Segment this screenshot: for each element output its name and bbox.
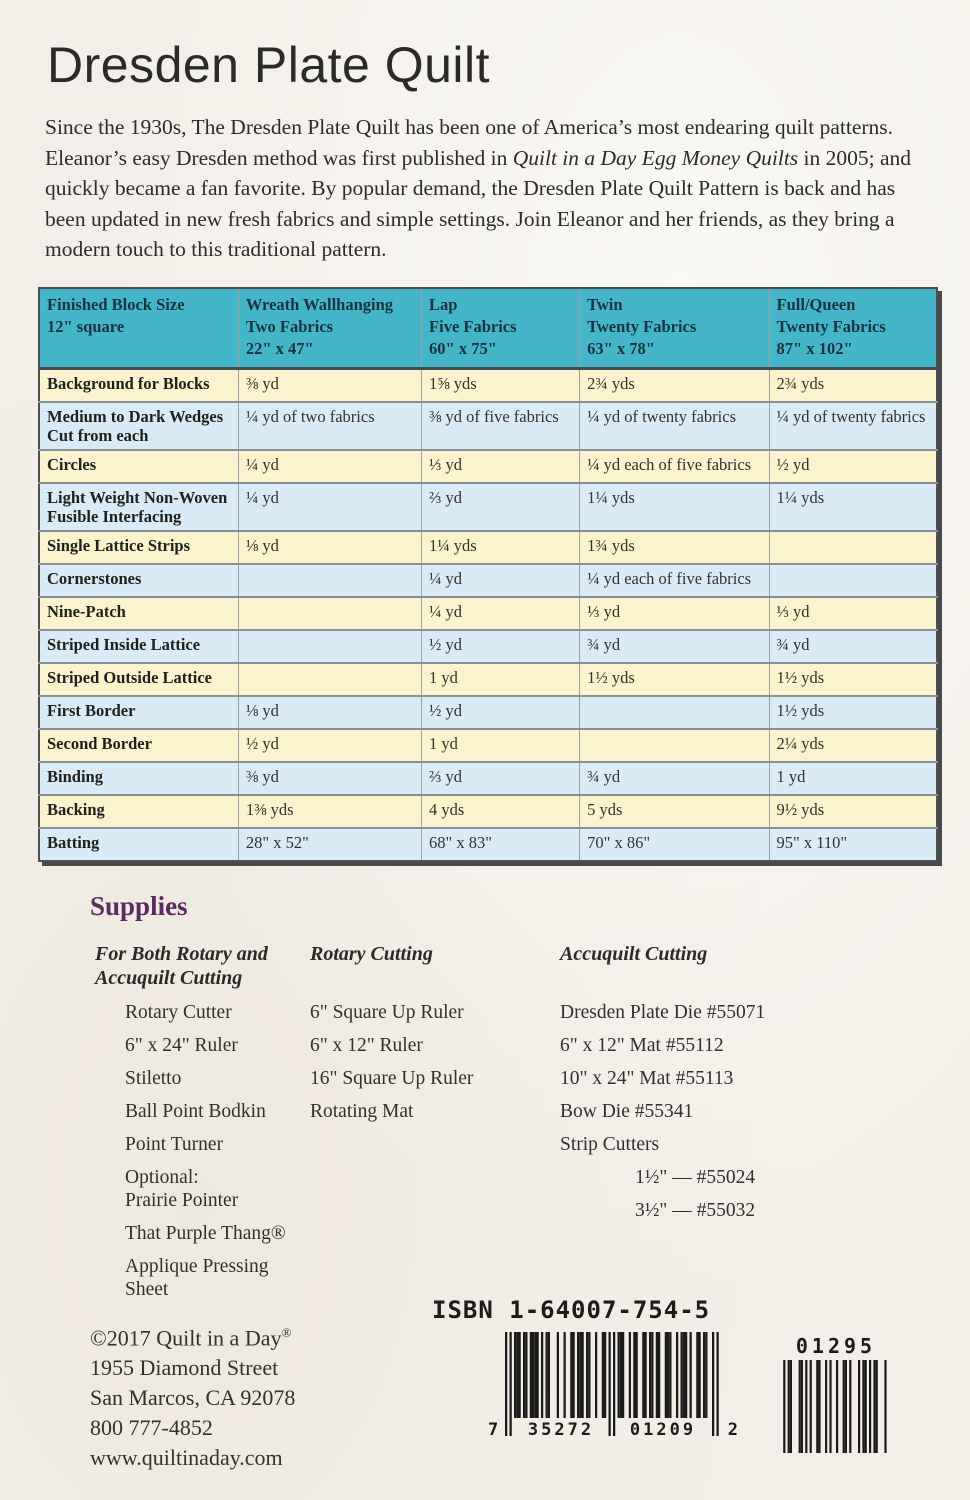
- yardage-table-row: [39, 531, 937, 564]
- yardage-cell-value: ¾ yd: [580, 762, 769, 795]
- yardage-cell-value: 1⅝ yds: [422, 369, 580, 403]
- supplies-item: [125, 1166, 310, 1212]
- publisher-address-block: [90, 1318, 295, 1473]
- yardage-row-label-line: Cut from each: [47, 425, 149, 445]
- yardage-header-line: Twin: [587, 295, 623, 314]
- yardage-row-label: [39, 402, 238, 450]
- address-line: ©2017 Quilt in a Day®: [90, 1325, 292, 1351]
- yardage-header-line: Five Fabrics: [429, 316, 517, 336]
- yardage-cell-value: 1½ yds: [580, 663, 769, 696]
- yardage-row-label: [39, 630, 238, 663]
- intro-text-1: Since the 1930s, The Dresden Plate Quilt has been one of America’s most endearing quilt patterns. Eleanor’s easy Dresden method was first published in: [45, 115, 894, 170]
- yardage-cell-value: ½ yd: [238, 729, 421, 762]
- yardage-cell-value: ⅜ yd: [238, 762, 421, 795]
- yardage-row-label-line: Medium to Dark Wedges: [47, 407, 224, 427]
- yardage-row-label-line: Circles: [47, 455, 97, 475]
- yardage-row-label: [39, 597, 238, 630]
- registered-mark: ®: [281, 1325, 292, 1340]
- supplies-item-list: [95, 1001, 310, 1301]
- yardage-cell-value: ⅓ yd: [422, 450, 580, 483]
- supplies-item-list: [560, 1001, 890, 1222]
- yardage-row-label-line: Light Weight Non-Woven: [47, 488, 228, 508]
- supplies-item-text: Optional:: [125, 1167, 199, 1188]
- yardage-cell-value: 1¼ yds: [769, 483, 937, 531]
- supplies-column: [95, 943, 310, 1311]
- yardage-row-label-line: Batting: [47, 833, 100, 853]
- supplies-item: [310, 1100, 555, 1123]
- yardage-cell-value: 1 yd: [769, 762, 937, 795]
- yardage-cell-value: ⅛ yd: [238, 696, 421, 729]
- supplies-column: [310, 943, 555, 1133]
- yardage-cell-value: [580, 696, 769, 729]
- supplies-item: [560, 1001, 890, 1024]
- intro-book-title: Quilt in a Day Egg Money Quilts: [512, 145, 799, 170]
- yardage-row-label-line: Second Border: [47, 734, 152, 754]
- addon-digits: 01295: [795, 1334, 877, 1358]
- yardage-header-cell: [238, 288, 421, 369]
- supplies-heading-line: Accuquilt Cutting: [95, 966, 243, 989]
- intro-paragraph: [45, 112, 923, 265]
- yardage-table-row: [39, 663, 937, 696]
- yardage-cell-value: ¾ yd: [769, 630, 937, 663]
- yardage-header-line: Wreath Wallhanging: [245, 295, 394, 314]
- yardage-cell-value: ⅔ yd: [422, 762, 580, 795]
- yardage-row-label: [39, 450, 238, 483]
- yardage-cell-value: 9½ yds: [769, 795, 937, 828]
- yardage-header-line: Finished Block Size: [47, 295, 185, 314]
- yardage-cell-value: 95" x 110": [769, 828, 937, 861]
- yardage-cell-value: ⅓ yd: [580, 597, 769, 630]
- supplies-item: [560, 1067, 890, 1090]
- page-title: Dresden Plate Quilt: [47, 37, 491, 93]
- supplies-item: [125, 1222, 310, 1245]
- yardage-table-row: [39, 597, 937, 630]
- supplies-item-text: Rotary Cutter: [125, 1002, 232, 1023]
- yardage-row-label: [39, 483, 238, 531]
- supplies-item: [310, 1067, 555, 1090]
- yardage-table-row: [39, 450, 937, 483]
- yardage-cell-value: ¼ yd: [238, 483, 421, 531]
- upc-barcode: [488, 1332, 738, 1450]
- supplies-heading-line: Rotary Cutting: [310, 943, 433, 965]
- yardage-cell-value: 68" x 83": [422, 828, 580, 861]
- yardage-cell-value: ¼ yd each of five fabrics: [580, 450, 769, 483]
- yardage-cell-value: 1½ yds: [769, 663, 937, 696]
- supplies-column-heading: [95, 943, 310, 1001]
- yardage-cell-value: ⅜ yd of five fabrics: [422, 402, 580, 450]
- supplies-item: [310, 1001, 555, 1024]
- yardage-table-row: [39, 483, 937, 531]
- supplies-item-text: Applique Pressing Sheet: [125, 1256, 269, 1300]
- supplies-item-text: Dresden Plate Die #55071: [560, 1002, 766, 1023]
- yardage-table-row: [39, 828, 937, 861]
- yardage-header-line: Twenty Fabrics: [587, 316, 697, 336]
- yardage-table-row: [39, 630, 937, 663]
- supplies-item-text: 10" x 24" Mat #55113: [560, 1068, 734, 1089]
- yardage-row-label-line: Striped Inside Lattice: [47, 635, 201, 655]
- yardage-header-line: Full/Queen: [776, 295, 856, 314]
- yardage-row-label-line: First Border: [47, 701, 136, 721]
- supplies-item-text: Stiletto: [125, 1068, 182, 1089]
- upc-digit-group: 2: [727, 1420, 738, 1440]
- address-line: San Marcos, CA 92078: [90, 1385, 296, 1411]
- yardage-header-line: 12" square: [47, 316, 125, 336]
- supplies-item-text: Point Turner: [125, 1134, 224, 1155]
- supplies-column: [560, 943, 890, 1232]
- supplies-item: [310, 1034, 555, 1057]
- supplies-item: [125, 1100, 310, 1123]
- yardage-row-label-line: Nine-Patch: [47, 602, 126, 622]
- yardage-header-cell: [422, 288, 580, 369]
- yardage-cell-value: ¼ yd of twenty fabrics: [580, 402, 769, 450]
- supplies-item-text: Strip Cutters: [560, 1134, 660, 1155]
- supplies-item-text: That Purple Thang®: [125, 1223, 286, 1244]
- yardage-cell-value: 1¼ yds: [422, 531, 580, 564]
- yardage-cell-value: ¼ yd of twenty fabrics: [769, 402, 937, 450]
- yardage-cell-value: 1½ yds: [769, 696, 937, 729]
- yardage-row-label: [39, 663, 238, 696]
- yardage-cell-value: ½ yd: [422, 630, 580, 663]
- yardage-table-row: [39, 369, 937, 403]
- yardage-cell-value: 1 yd: [422, 663, 580, 696]
- yardage-cell-value: ⅔ yd: [422, 483, 580, 531]
- yardage-table-row: [39, 402, 937, 450]
- address-line: www.quiltinaday.com: [90, 1445, 283, 1471]
- yardage-header-line: Lap: [429, 295, 458, 314]
- yardage-row-label-line: Backing: [47, 800, 105, 820]
- yardage-row-label-line: Striped Outside Lattice: [47, 668, 212, 688]
- yardage-row-label: [39, 531, 238, 564]
- yardage-cell-value: ¼ yd each of five fabrics: [580, 564, 769, 597]
- supplies-item: [125, 1067, 310, 1090]
- supplies-item-text: Rotating Mat: [310, 1101, 414, 1122]
- yardage-row-label: [39, 828, 238, 861]
- yardage-row-label: [39, 564, 238, 597]
- supplies-item: [125, 1034, 310, 1057]
- supplies-column-heading: [560, 943, 890, 1001]
- yardage-row-label: [39, 369, 238, 403]
- supplies-item: [560, 1034, 890, 1057]
- supplies-item-text: 16" Square Up Ruler: [310, 1068, 474, 1089]
- yardage-row-label: [39, 729, 238, 762]
- isbn-label: ISBN 1-64007-754-5: [432, 1296, 711, 1324]
- supplies-item: [125, 1133, 310, 1156]
- yardage-cell-value: ⅜ yd: [238, 369, 421, 403]
- yardage-cell-value: 2¼ yds: [769, 729, 937, 762]
- yardage-table-row: [39, 762, 937, 795]
- yardage-cell-value: [238, 564, 421, 597]
- supplies-item-text: Prairie Pointer: [125, 1190, 239, 1211]
- yardage-header-cell: [39, 288, 238, 369]
- yardage-header-line: 60" x 75": [429, 338, 497, 358]
- supplies-item: [560, 1199, 890, 1222]
- yardage-row-label-line: Binding: [47, 767, 103, 787]
- supplies-heading-line: Accuquilt Cutting: [560, 943, 708, 965]
- yardage-row-label-line: Background for Blocks: [47, 374, 210, 394]
- yardage-cell-value: 1 yd: [422, 729, 580, 762]
- yardage-cell-value: 5 yds: [580, 795, 769, 828]
- barcode-bars: [781, 1360, 887, 1453]
- yardage-table-header: [39, 288, 937, 369]
- yardage-cell-value: [238, 597, 421, 630]
- barcode-addon: [781, 1334, 891, 1458]
- supplies-item: [560, 1100, 890, 1123]
- yardage-row-label: [39, 762, 238, 795]
- supplies-item-text: Bow Die #55341: [560, 1101, 694, 1122]
- yardage-header-line: Twenty Fabrics: [776, 316, 886, 336]
- yardage-cell-value: ¼ yd of two fabrics: [238, 402, 421, 450]
- supplies-heading: Supplies: [90, 891, 188, 921]
- supplies-item: [560, 1133, 890, 1156]
- yardage-table-row: [39, 696, 937, 729]
- supplies-item-text: 6" x 24" Ruler: [125, 1035, 238, 1056]
- yardage-cell-value: [769, 531, 937, 564]
- yardage-cell-value: ¼ yd: [238, 450, 421, 483]
- upc-digit-group: 35272: [527, 1420, 595, 1440]
- supplies-item: [560, 1166, 890, 1189]
- yardage-cell-value: 1⅜ yds: [238, 795, 421, 828]
- yardage-row-label: [39, 696, 238, 729]
- yardage-header-line: 87" x 102": [776, 338, 853, 358]
- upc-digit-group: 7: [488, 1420, 499, 1440]
- yardage-cell-value: ⅓ yd: [769, 597, 937, 630]
- yardage-row-label-line: Cornerstones: [47, 569, 142, 589]
- yardage-cell-value: [769, 564, 937, 597]
- yardage-cell-value: ¼ yd: [422, 597, 580, 630]
- yardage-row-label-line: Single Lattice Strips: [47, 536, 190, 556]
- supplies-item: [125, 1001, 310, 1024]
- supplies-heading-line: For Both Rotary and: [95, 943, 268, 965]
- yardage-cell-value: 70" x 86": [580, 828, 769, 861]
- supplies-item-text: 6" Square Up Ruler: [310, 1002, 464, 1023]
- supplies-item-text: 6" x 12" Mat #55112: [560, 1035, 724, 1056]
- yardage-cell-value: 28" x 52": [238, 828, 421, 861]
- yardage-cell-value: [580, 729, 769, 762]
- address-line: 800 777-4852: [90, 1415, 213, 1441]
- supplies-item: [125, 1255, 310, 1301]
- upc-digit-group: 01209: [629, 1420, 697, 1440]
- yardage-cell-value: 2¾ yds: [769, 369, 937, 403]
- supplies-item-list: [310, 1001, 555, 1123]
- yardage-header-line: 22" x 47": [245, 338, 314, 358]
- supplies-item-text: 1½" — #55024: [635, 1167, 756, 1188]
- yardage-cell-value: [238, 663, 421, 696]
- yardage-cell-value: 1¼ yds: [580, 483, 769, 531]
- supplies-item-text: 6" x 12" Ruler: [310, 1035, 423, 1056]
- yardage-cell-value: ⅛ yd: [238, 531, 421, 564]
- yardage-cell-value: ½ yd: [422, 696, 580, 729]
- yardage-row-label: [39, 795, 238, 828]
- yardage-cell-value: 4 yds: [422, 795, 580, 828]
- intro-text-2: in 2005; and quickly became a fan favorite. By popular demand, the Dresden Plate Quilt Pattern is back and has been updated in new fresh fabrics and simple settings. Join Eleanor and her friends, as they bring a modern touch to this traditional pattern.: [45, 145, 912, 262]
- yardage-table: [38, 287, 938, 862]
- yardage-header-line: 63" x 78": [587, 338, 655, 358]
- yardage-cell-value: ¾ yd: [580, 630, 769, 663]
- yardage-header-line: Two Fabrics: [245, 316, 334, 336]
- yardage-header-cell: [580, 288, 769, 369]
- yardage-cell-value: [238, 630, 421, 663]
- yardage-row-label-line: Fusible Interfacing: [47, 506, 182, 526]
- yardage-table-row: [39, 795, 937, 828]
- yardage-cell-value: ¼ yd: [422, 564, 580, 597]
- yardage-cell-value: ½ yd: [769, 450, 937, 483]
- supplies-item-text: Ball Point Bodkin: [125, 1101, 266, 1122]
- address-line: 1955 Diamond Street: [90, 1355, 279, 1381]
- yardage-table-row: [39, 729, 937, 762]
- yardage-header-cell: [769, 288, 937, 369]
- supplies-item-text: 3½" — #55032: [635, 1200, 756, 1221]
- yardage-table-row: [39, 564, 937, 597]
- yardage-cell-value: 1¾ yds: [580, 531, 769, 564]
- yardage-cell-value: 2¾ yds: [580, 369, 769, 403]
- supplies-column-heading: [310, 943, 555, 1001]
